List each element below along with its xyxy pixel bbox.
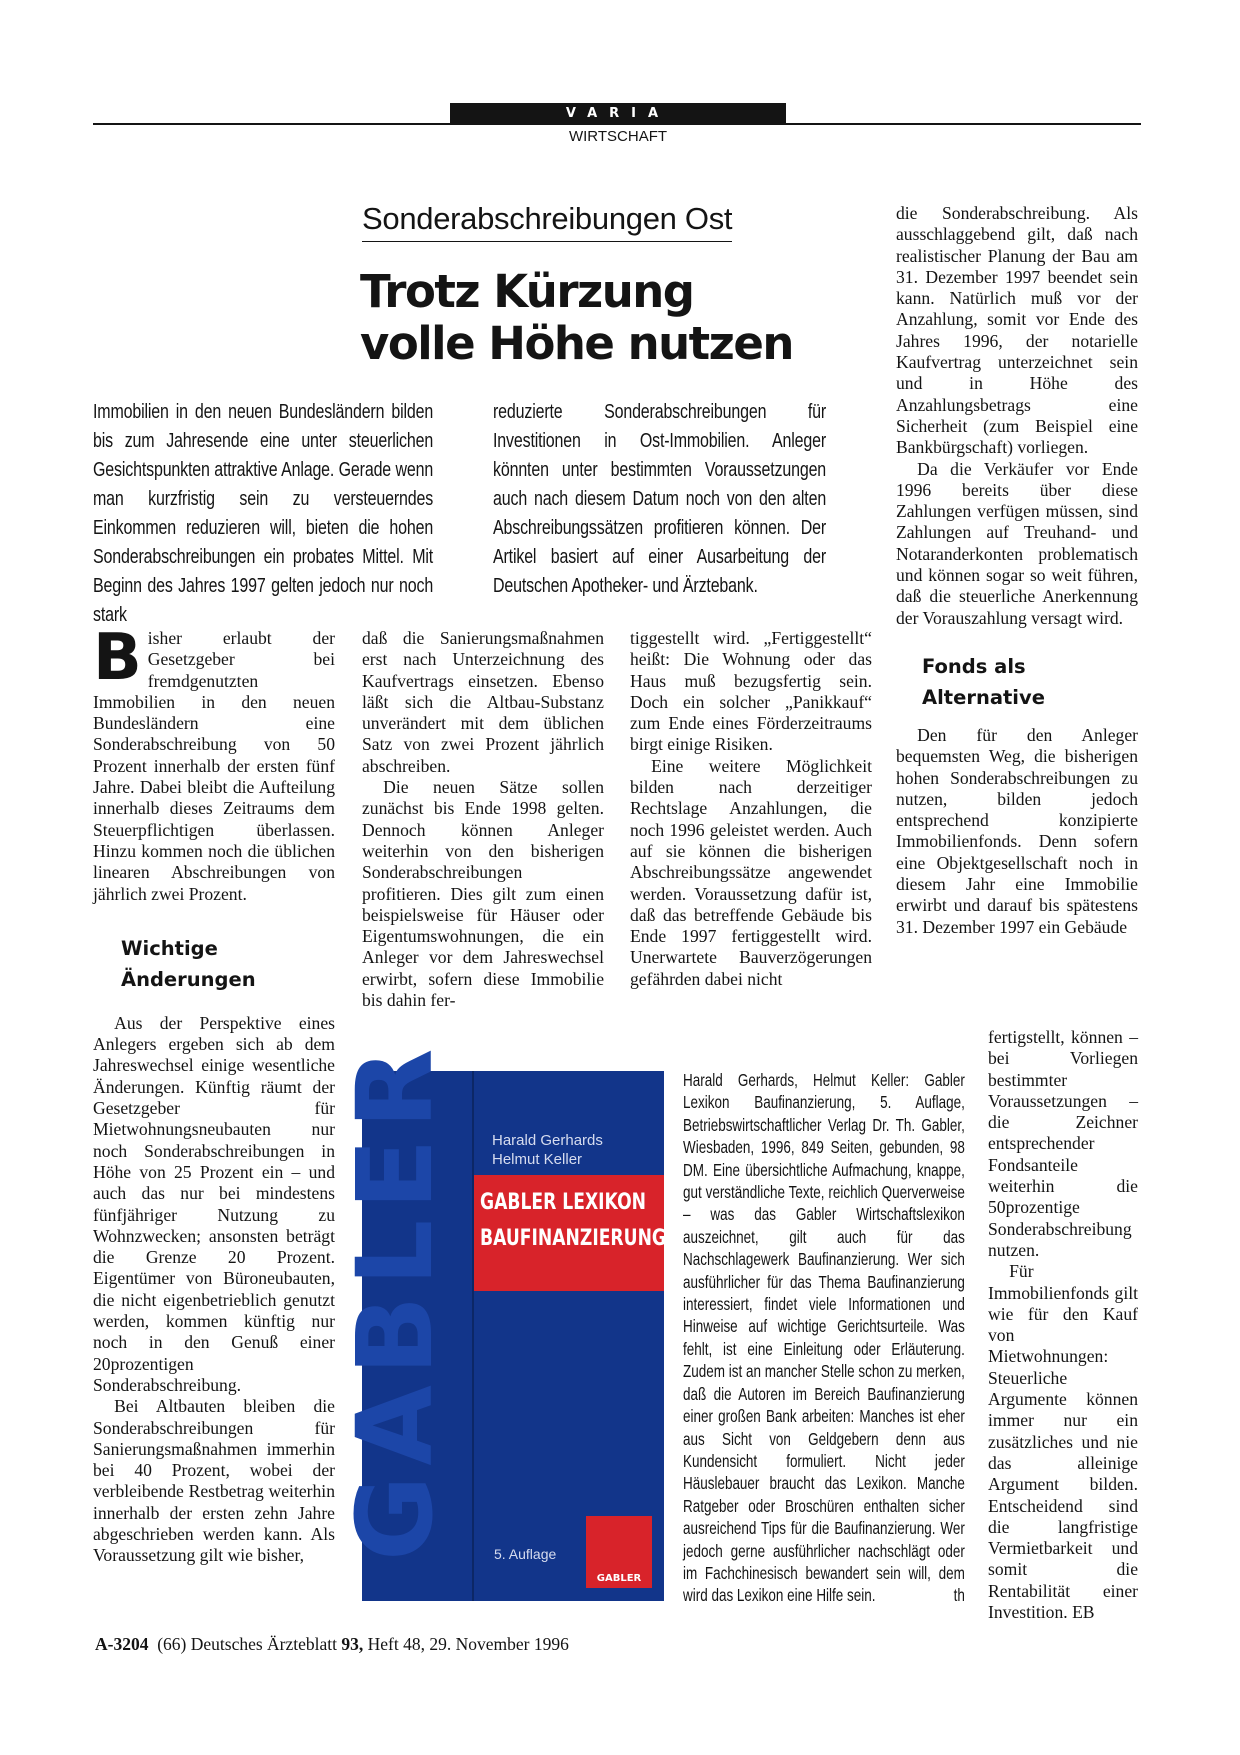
col4-paragraph-1: die Sonderabschreibung. Als ausschlaggebend gilt, daß nach realistischer Planung der Bau am 31. Dezember 1997 beendet sein kann. Natürlich muß vor der Anzahlung, somit vor Ende des Jahres 1996, der notarielle Kaufvertrag unterzeichnet sein und in Höhe des Anzahlungsbetrags eine Sicherheit (zum Beispiel eine Bankbürgschaft) vorliegen. — [896, 203, 1138, 458]
header-band: VARIA — [450, 103, 786, 124]
book-author-2: Helmut Keller — [492, 1151, 583, 1168]
book-cover-image — [334, 1038, 667, 1601]
article-kicker: Sonderabschreibungen Ost — [362, 201, 732, 242]
publisher-logo-text: GABLER — [596, 1573, 642, 1584]
lead-right: reduzierte Sonderabschreibungen für Investitionen in Ost-Immobilien. Anleger könnten unter bestimmten Voraussetzungen auch nach diesem Datum noch von den alten Abschreibungssätzen profitieren können. Der Artikel basiert auf einer Ausarbeitung der Deutschen Apotheker- und Ärztebank. — [493, 400, 827, 597]
book-spine-text: GABLER — [334, 1038, 456, 1561]
book-title — [480, 1185, 666, 1257]
book-review — [683, 1069, 965, 1607]
section-label: WIRTSCHAFT — [568, 128, 668, 145]
drop-cap: B — [93, 621, 142, 695]
col4-paragraph-2: Da die Verkäufer vor Ende 1996 bereits über diese Zahlungen verfügen müssen, sind Zahlungen auf Treuhand- und Notaranderkonten problematisch und können sogar so weit führen, daß die steuerliche Anerkennung der Vorauszahlung versagt wird. — [896, 458, 1138, 628]
col1-paragraph-1: isher erlaubt der Gesetzgeber bei fremdgenutzten Immobilien in den neuen Bundesländern eine Sonderabschreibung von 50 Prozent innerhalb der ersten fünf Jahre. Dabei bleibt die Aufteilung innerhalb dieses Zeitraums dem Steuerpflichtigen überlassen. Hinzu kommen noch die üblichen linearen Abschreibungen von jährlich zwei Prozent. — [93, 628, 335, 904]
footer-volume: 93, — [341, 1634, 364, 1654]
subheading-wichtige-aenderungen: Wichtige Änderungen — [121, 936, 256, 991]
body-column-1 — [93, 621, 335, 1567]
book-title-line-1: GABLER LEXIKON — [480, 1190, 647, 1215]
book-authors — [492, 1131, 603, 1169]
col1-paragraph-2: Aus der Perspektive eines Anlegers ergeben sich ab dem Jahreswechsel einige wesentliche Änderungen. Künftig räumt der Gesetzgeber für Mietwohnungsneubauten nur noch Sonderabschreibungen in Höhe von 25 Prozent ein – und auch das nur bei mindestens fünfjähriger Nutzung zu Wohnzwecken; ansonsten beträgt die Grenze 20 Prozent. Eigentümer von Büroneubauten, die nicht eigenbetrieblich genutzt werden, kommen künftig nur noch in den Genuß einer 20prozentigen Sonderabschreibung. — [93, 1012, 335, 1395]
col4-paragraph-3: Den für den Anleger bequemsten Weg, die bisherigen hohen Sonderabschreibungen zu nutzen, bilden jedoch entsprechend konzipierte Immobilienfonds. Denn sofern eine Objektgesellschaft noch in diesem Jahr eine Immobilie erwirbt und darauf bis spätestens 31. Dezember 1997 ein Gebäude — [896, 724, 1138, 937]
col2-paragraph-2: Die neuen Sätze sollen zunächst bis Ende 1998 gelten. Dennoch können Anleger weiterhin von den bisherigen Sonderabschreibungen profitieren. Dies gilt zum einen beispielsweise für Häuser oder Eigentumswohnungen, die ein Anleger vor dem Jahreswechsel erwirbt, sofern diese Immobilie bis dahin fer- — [362, 777, 604, 1011]
headline-line-2: volle Höhe nutzen — [360, 317, 793, 370]
body-column-4 — [896, 203, 1138, 937]
review-signature: th — [953, 1585, 965, 1606]
book-spine-divider — [472, 1071, 474, 1601]
col2-paragraph-1: daß die Sanierungsmaßnahmen erst nach Unterzeichnung des Kaufvertrags einsetzen. Ebenso läßt sich die Altbau-Substanz unverändert mit dem üblichen Satz von zwei Prozent jährlich abschreiben. — [362, 628, 604, 776]
col3-paragraph-2: Eine weitere Möglichkeit bilden nach derzeitiger Rechtslage Anzahlungen, die noch 1996 geleistet werden. Auch auf sie können die bisherigen Abschreibungssätze angewendet werden. Voraussetzung dafür ist, daß das betreffende Gebäude bis Ende 1997 fertiggestellt wird. Unerwartete Bauverzögerungen gefährden dabei nicht — [630, 755, 872, 989]
book-author-1: Harald Gerhards — [492, 1132, 603, 1149]
col3-paragraph-1: tiggestellt wird. „Fertiggestellt“ heißt: Die Wohnung oder das Haus muß bezugsfertig sein. Doch ein solcher „Panikkauf“ zum Ende eines Förderzeitraums birgt einige Risiken. — [630, 628, 872, 755]
col4-narrow-paragraph-1: fertigstellt, können – bei Vorliegen bestimmter Voraussetzungen – die Zeichner entsprechender Fondsanteile weiterhin die 50prozentige Sonderabschreibung nutzen. — [988, 1027, 1138, 1260]
footer-journal: Deutsches Ärzteblatt — [190, 1634, 338, 1654]
footer-issue: Heft 48, 29. November 1996 — [367, 1634, 569, 1654]
body-column-4-narrow — [988, 1027, 1138, 1623]
footer-page-number: A-3204 — [95, 1634, 149, 1654]
col4-narrow-paragraph-2: Für Immobilienfonds gilt wie für den Kauf von Mietwohnungen: Steuerliche Argumente können immer nur ein zusätzliches und nie das alleinige Argument bilden. Entscheidend sind die langfristige Vermietbarkeit und somit die Rentabilität einer Investition. EB — [988, 1261, 1138, 1623]
subheading-fonds-als-alternative: Fonds als Alternative — [922, 654, 1045, 709]
page-footer — [95, 1634, 569, 1655]
lead-left: Immobilien in den neuen Bundesländern bilden bis zum Jahresende eine unter steuerlichen Gesichtspunkten attraktive Anlage. Gerade wenn man kurzfristig sein zu versteuerndes Einkommen reduzieren will, bieten die hohen Sonderabschreibungen ein probates Mittel. Mit Beginn des Jahres 1997 gelten jedoch nur noch stark — [93, 400, 434, 626]
col1-paragraph-3: Bei Altbauten bleiben die Sonderabschreibungen für Sanierungsmaßnahmen immerhin bei 40 Prozent, wobei der verbleibende Restbetrag weiterhin innerhalb der ersten zehn Jahre abgeschrieben werden kann. Als Voraussetzung gilt wie bisher, — [93, 1396, 335, 1566]
book-edition: 5. Auflage — [494, 1546, 557, 1562]
review-text: Harald Gerhards, Helmut Keller: Gabler Lexikon Baufinanzierung, 5. Auflage, Betriebswirtschaftlicher Verlag Dr. Th. Gabler, Wiesbaden, 1996, 849 Seiten, gebunden, 98 DM. Eine übersichtliche Aufmachung, knappe, gut verständliche Texte, reichlich Querverweise – was das Gabler Wirtschaftslexikon auszeichnet, gilt auch für das Nachschlagewerk Baufinanzierung. Wer sich ausführlicher für das Thema Baufinanzierung interessiert, findet viele Informationen und Hinweise auf wichtige Gerichtsurteile. Was fehlt, ist eine Einleitung oder Erläuterung. Zudem ist an mancher Stelle schon zu merken, daß die Autoren im Bereich Baufinanzierung einer großen Bank arbeiten: Manches ist eher aus Sicht von Geldgebern denn aus Kundensicht formuliert. Nicht jeder Häuslebauer braucht das Lexikon. Manche Ratgeber oder Broschüren enthalten sicher ausreichend Tips für die Baufinanzierung. Wer jedoch gerne ausführlicher nachschlägt oder im Fachchinesisch bewandert sein will, dem wird das Lexikon eine Hilfe sein. — [683, 1070, 965, 1606]
book-title-line-2: BAUFINANZIERUNG — [480, 1226, 667, 1251]
body-column-3 — [630, 628, 872, 990]
article-signature: EB — [1072, 1602, 1095, 1623]
body-column-2 — [362, 628, 604, 1011]
article-headline — [360, 266, 830, 370]
headline-line-1: Trotz Kürzung — [360, 265, 694, 318]
footer-page-paren: (66) — [157, 1634, 187, 1654]
book-publisher-logo — [586, 1516, 652, 1588]
